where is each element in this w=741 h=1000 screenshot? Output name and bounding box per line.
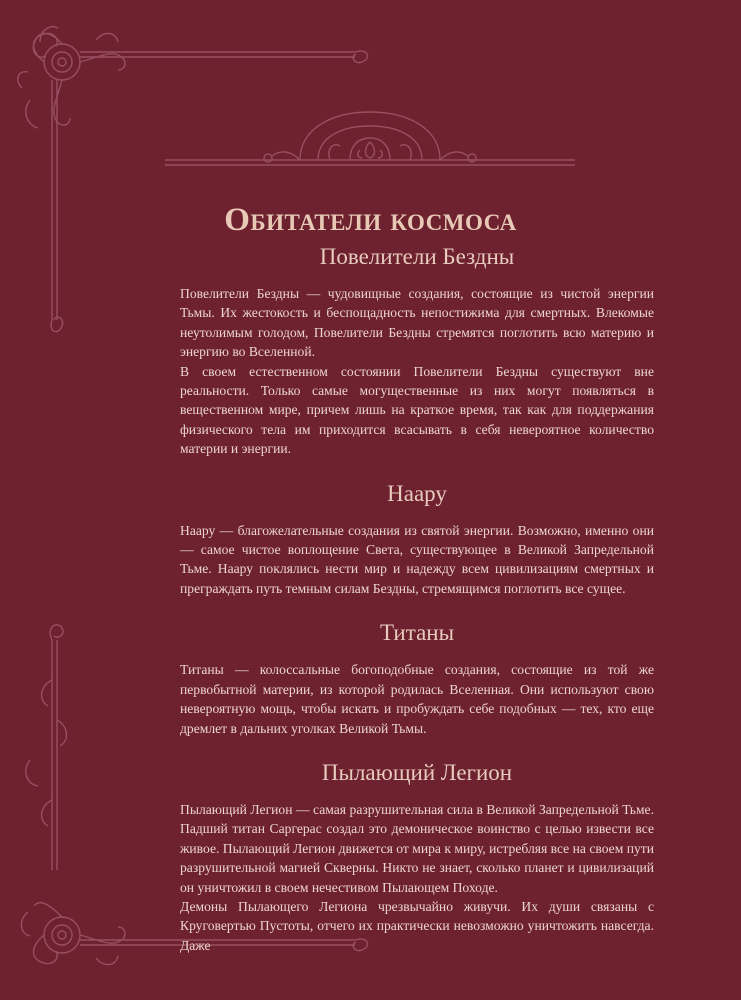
section-titans (180, 620, 654, 738)
page-title: Обитатели космоса (224, 202, 517, 239)
section-heading: Наару (387, 480, 447, 506)
section-void-lords (180, 244, 654, 459)
corner-rosette (44, 44, 80, 80)
section-heading: Титаны (379, 620, 455, 646)
section-burning-legion (180, 760, 654, 955)
paragraph: Титаны — колоссальные богоподобные создания, состоящие из той же первобытной материи, из которой родилась Вселенная. Они используют свою невероятную мощь, чтобы искать и пробуждать себе подобных — тех, кто еще дремлет в дальних уголках Великой Тьмы. (180, 662, 654, 736)
paragraph: Наару — благожелательные создания из святой энергии. Возможно, именно они — самое чистое воплощение Света, существующее в Великой Запредельной Тьме. Наару поклялись нести мир и надежду всем цивилизациям смертных и преграждать путь темным силам Бездны, стремящимся поглотить все сущее. (180, 522, 654, 596)
section-heading: Пылающий Легион (321, 759, 513, 785)
paragraph: Повелители Бездны — чудовищные создания, состоящие из чистой энергии Тьмы. Их жестокость и беспощадность непостижима для смертных. Влекомые неутолимым голодом, Повелители Бездны стремятся поглотить всю материю и энергию во Вселенной. (180, 286, 654, 360)
section-heading: Повелители Бездны (319, 244, 515, 269)
paragraph: В своем естественном состоянии Повелители Бездны существуют вне реальности. Только самые могущественные из них могут появляться в вещественном мире, причем лишь на краткое время, так как для поддержания физического тела им приходится всасывать в себя невероятное количество материи и энергии. (180, 363, 654, 457)
article-body (180, 244, 654, 977)
section-naaru (180, 481, 654, 599)
paragraph: Пылающий Легион — самая разрушительная сила в Великой Запредельной Тьме. Падший титан Саргерас создал это демоническое воинство с целью извести все живое. Пылающий Легион движется от мира к миру, истребляя все на своем пути разрушительной магией Скверны. Никто не знает, сколько планет и цивилизаций он уничтожил в своем нечестивом Пылающем Походе. (180, 801, 654, 895)
paragraph: Демоны Пылающего Легиона чрезвычайно живучи. Их души связаны с Круговертью Пустоты, отчего их практически невозможно уничтожить навсегда. Даже (180, 898, 654, 953)
